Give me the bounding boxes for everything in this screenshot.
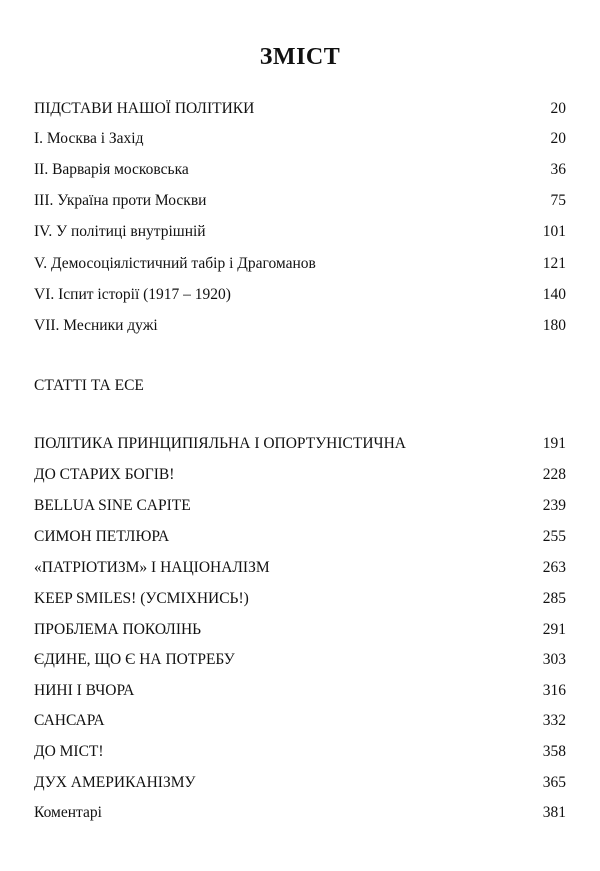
toc-entry — [34, 802, 566, 824]
toc-entry-label: V. Демосоціялістичний табір і Драгоманов — [34, 255, 316, 272]
toc-entry-page: 285 — [542, 590, 566, 607]
toc-entry-page: 191 — [542, 435, 566, 452]
toc-entry — [34, 128, 566, 150]
toc-entry-label: ПОЛІТИКА ПРИНЦИПІЯЛЬНА І ОПОРТУНІСТИЧНА — [34, 435, 406, 452]
toc-entry — [34, 190, 566, 212]
toc-entry — [34, 495, 566, 517]
toc-entry-page: 255 — [542, 528, 566, 545]
toc-entry-label: ДУХ АМЕРИКАНІЗМУ — [34, 774, 196, 791]
toc-entry-page: 121 — [542, 255, 566, 272]
toc-entry-label: VI. Іспит історії (1917 – 1920) — [34, 286, 231, 303]
toc-entry — [34, 680, 566, 702]
toc-entry-label: НИНІ І ВЧОРА — [34, 682, 135, 699]
toc-entry — [34, 741, 566, 763]
toc-entry-page: 303 — [542, 651, 566, 668]
toc-entry-label: СИМОН ПЕТЛЮРА — [34, 528, 170, 545]
toc-entry — [34, 557, 566, 579]
toc-entry-label: ПРОБЛЕМА ПОКОЛІНЬ — [34, 621, 202, 638]
toc-entry-label: ДО СТАРИХ БОГІВ! — [34, 466, 175, 483]
toc-entry-label: VII. Месники дужі — [34, 317, 158, 334]
page-title: ЗМІСТ — [259, 44, 341, 70]
toc-entry-label: KEEP SMILES! (УСМІХНИСЬ!) — [34, 590, 249, 607]
toc-entry — [34, 253, 566, 275]
toc-entry-page: 365 — [542, 774, 566, 791]
toc-entry-page: 75 — [550, 192, 566, 209]
toc-entry-label: ІІІ. Україна проти Москви — [34, 192, 207, 209]
toc-section-heading: СТАТТІ ТА ЕСЕ — [34, 377, 144, 394]
toc-section-heading — [34, 98, 566, 120]
toc-entry — [34, 159, 566, 181]
toc-entry-page: 20 — [550, 130, 566, 147]
toc-entry — [34, 464, 566, 486]
toc-entry-page: 36 — [550, 161, 566, 178]
toc-entry-page: 332 — [542, 712, 566, 729]
toc-entry-page: 239 — [542, 497, 566, 514]
toc-entry-label: IV. У політиці внутрішній — [34, 223, 206, 240]
toc-entry-label: ЄДИНЕ, ЩО Є НА ПОТРЕБУ — [34, 651, 235, 668]
toc-entry — [34, 619, 566, 641]
toc-entry — [34, 772, 566, 794]
toc-entry — [34, 221, 566, 243]
toc-entry-label: BELLUA SINE CAPITE — [34, 497, 191, 514]
toc-entry-page: 291 — [542, 621, 566, 638]
toc-entry-label: Коментарі — [34, 804, 102, 821]
toc-entry-page: 20 — [550, 100, 566, 117]
toc-entry-label: ДО МІСТ! — [34, 743, 104, 760]
toc-entry — [34, 649, 566, 671]
toc-entry-page: 180 — [542, 317, 566, 334]
toc-entry — [34, 710, 566, 732]
toc-entry — [34, 315, 566, 337]
toc-entry-label: «ПАТРІОТИЗМ» І НАЦІОНАЛІЗМ — [34, 559, 270, 576]
toc-entry-label: ПІДСТАВИ НАШОЇ ПОЛІТИКИ — [34, 100, 255, 117]
toc-entry-page: 101 — [542, 223, 566, 240]
toc-entry-label: ІІ. Варварія московська — [34, 161, 189, 178]
toc-entry-page: 381 — [542, 804, 566, 821]
toc-entry — [34, 588, 566, 610]
toc-entry-page: 263 — [542, 559, 566, 576]
toc-entry-page: 228 — [542, 466, 566, 483]
toc-entry — [34, 526, 566, 548]
toc-entry-page: 140 — [542, 286, 566, 303]
toc-entry — [34, 284, 566, 306]
toc-entry-label: САНСАРА — [34, 712, 105, 729]
toc-entry-page: 358 — [542, 743, 566, 760]
toc-entry-page: 316 — [542, 682, 566, 699]
toc-entry — [34, 433, 566, 455]
toc-entry-label: І. Москва і Захід — [34, 130, 144, 147]
